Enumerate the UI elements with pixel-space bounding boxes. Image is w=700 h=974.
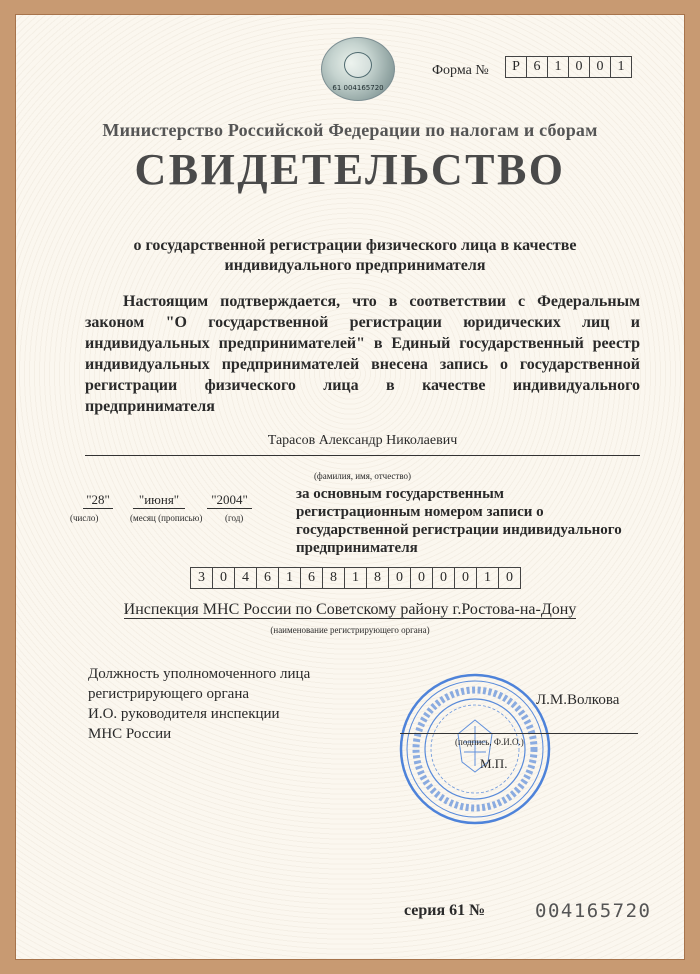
ogrn-digit: 4 [235, 568, 257, 588]
ogrn-number [190, 567, 521, 589]
emblem-icon [344, 52, 372, 78]
official-seal-icon [398, 672, 552, 826]
ogrn-digit: 0 [213, 568, 235, 588]
inspection-name: Инспекция МНС России по Советскому району г.Ростова-на-Дону [123, 601, 577, 618]
name-underline [85, 455, 640, 456]
signature-caption: (подпись, Ф.И.О.) [455, 737, 524, 747]
date-year: "2004" [207, 492, 252, 509]
form-code-char: 1 [548, 57, 569, 77]
hologram-number: 61 004165720 [332, 84, 384, 92]
series-number: 004165720 [535, 900, 652, 922]
form-code-char: 0 [569, 57, 590, 77]
date-month-caption: (месяц (прописью) [130, 513, 203, 523]
ogrn-digit: 0 [433, 568, 455, 588]
registration-number-text: за основным государственным регистрационным номером записи о государственной регистрации индивидуального предпринимателя [296, 486, 622, 556]
date-day-caption: (число) [70, 513, 99, 523]
ogrn-digit: 1 [279, 568, 301, 588]
form-code-char: 0 [590, 57, 611, 77]
position-line: регистрирующего органа [88, 686, 250, 702]
ogrn-digit: 1 [345, 568, 367, 588]
official-position [88, 664, 310, 744]
ogrn-digit: 0 [411, 568, 433, 588]
ogrn-digit: 0 [389, 568, 411, 588]
document-title: СВИДЕТЕЛЬСТВО [134, 145, 566, 194]
ogrn-digit: 0 [506, 570, 513, 585]
position-line: Должность уполномоченного лица [88, 666, 311, 682]
ogrn-digit: 6 [257, 568, 279, 588]
document-subtitle: о государственной регистрации физического лица в качестве индивидуального предпринимателя [133, 237, 577, 274]
form-label: Форма № [432, 63, 489, 78]
certification-text [85, 291, 640, 417]
form-code-char: 1 [617, 59, 625, 74]
ogrn-digit: 8 [323, 568, 345, 588]
date-year-caption: (год) [225, 513, 244, 523]
person-name: Тарасов Александр Николаевич [267, 433, 458, 448]
position-line: МНС России [88, 726, 172, 742]
inspection-caption: (наименование регистрирующего органа) [270, 625, 430, 635]
person-name-caption: (фамилия, имя, отчество) [313, 471, 412, 481]
signature-line [400, 733, 638, 734]
date-day: "28" [83, 492, 113, 509]
position-line: И.О. руководителя инспекции [88, 706, 280, 722]
signer-name: Л.М.Волкова [536, 692, 620, 708]
stamp-place-label: М.П. [480, 756, 508, 771]
ministry-name: Министерство Российской Федерации по налогам и сборам [102, 120, 598, 140]
form-code-char: 6 [527, 57, 548, 77]
ogrn-digit: 1 [477, 568, 499, 588]
series-label: серия 61 № [404, 902, 486, 919]
form-code [505, 56, 632, 78]
registration-date [83, 492, 252, 509]
ogrn-digit: 6 [301, 568, 323, 588]
date-captions [70, 513, 243, 523]
ogrn-digit: 8 [367, 568, 389, 588]
form-code-char: Р [506, 57, 527, 77]
ogrn-digit: 0 [455, 568, 477, 588]
inspection-line [0, 601, 700, 619]
date-month: "июня" [133, 492, 185, 509]
ogrn-digit: 3 [191, 568, 213, 588]
certification-body: Настоящим подтверждается, что в соответствии с Федеральным законом "О государственной регистрации юридических лиц и индивидуальных предпринимателей" в Единый государственный реестр индивидуальных предпринимателей внесена запись о государственной регистрации физического лица в качестве индивидуального предпринимателя [85, 293, 640, 415]
